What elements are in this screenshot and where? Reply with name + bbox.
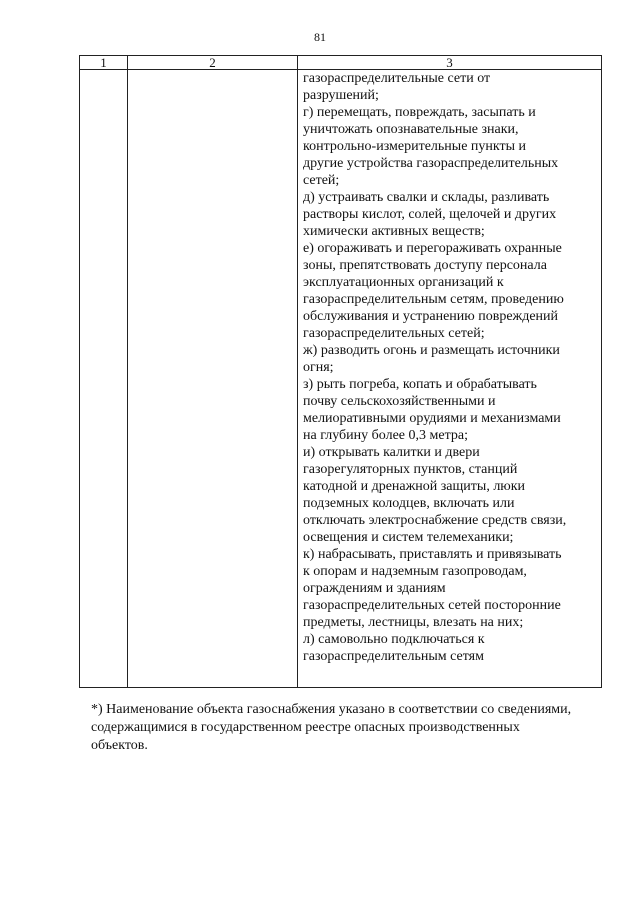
text-line: к) набрасывать, приставлять и привязывать [303,547,562,562]
column-2-cell [128,70,298,688]
text-line: газораспределительным сетям [303,649,484,664]
footnote-line: содержащимися в государственном реестре опасных производственных [91,720,520,735]
text-line: газораспределительных сетей; [303,326,485,341]
text-line: з) рыть погреба, копать и обрабатывать [303,377,537,392]
text-line: уничтожать опознавательные знаки, [303,122,519,137]
text-line: химически активных веществ; [303,224,485,239]
page-number: 81 [314,30,326,44]
text-line: г) перемещать, повреждать, засыпать и [303,105,536,120]
footnote-line: объектов. [91,738,148,753]
text-line: предметы, лестницы, влезать на них; [303,615,524,630]
column-3-cell [298,70,602,688]
text-line: катодной и дренажной защиты, люки [303,479,526,494]
column-1-cell [80,70,128,688]
footnote [91,701,611,755]
text-line: огня; [303,360,334,375]
document-table [79,55,602,688]
text-line: подземных колодцев, включать или [303,496,515,511]
column-header-3: 3 [298,56,602,70]
text-line: газораспределительные сети от [303,71,491,86]
text-line: л) самовольно подключаться к [303,632,485,647]
column-header-2: 2 [128,56,298,70]
text-line: газорегуляторных пунктов, станций [303,462,518,477]
footnote-line: *) Наименование объекта газоснабжения указано в соответствии со сведениями, [91,702,572,717]
text-line: контрольно-измерительные пункты и [303,139,527,154]
text-line: ж) разводить огонь и размещать источники [303,343,560,358]
text-line: почву сельскохозяйственными и [303,394,496,409]
text-line: газораспределительных сетей посторонние [303,598,561,613]
text-line: растворы кислот, солей, щелочей и других [303,207,557,222]
table-header-row [80,56,602,70]
text-line: разрушений; [303,88,379,103]
text-line: газораспределительным сетям, проведению [303,292,564,307]
text-line: и) открывать калитки и двери [303,445,480,460]
table-row [80,70,602,688]
column-header-1: 1 [80,56,128,70]
text-line: сетей; [303,173,340,188]
text-line: мелиоративными орудиями и механизмами [303,411,561,426]
text-line: освещения и систем телемеханики; [303,530,514,545]
text-line: ограждениям и зданиям [303,581,446,596]
text-line: зоны, препятствовать доступу персонала [303,258,547,273]
text-line: д) устраивать свалки и склады, разливать [303,190,550,205]
text-line: к опорам и надземным газопроводам, [303,564,527,579]
text-line: другие устройства газораспределительных [303,156,559,171]
text-line: е) огораживать и перегораживать охранные [303,241,562,256]
text-line: обслуживания и устранению повреждений [303,309,559,324]
text-line: на глубину более 0,3 метра; [303,428,468,443]
text-line: отключать электроснабжение средств связи, [303,513,567,528]
text-line: эксплуатационных организаций к [303,275,504,290]
